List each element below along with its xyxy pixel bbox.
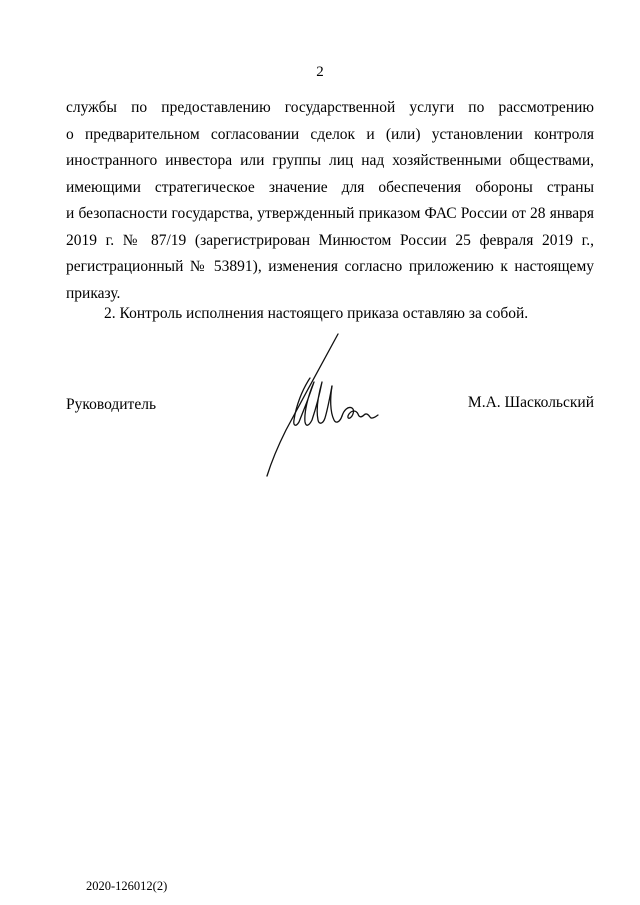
paragraph-1-line: 2019 г. № 87/19 (зарегистрирован Минюстом России 25 февраля 2019 г., bbox=[66, 231, 594, 249]
paragraph-1-line: имеющими стратегическое значение для обеспечения обороны страны bbox=[66, 178, 594, 196]
page-number: 2 bbox=[316, 64, 324, 80]
signatory-role: Руководитель bbox=[66, 396, 157, 413]
paragraph-1-line: и безопасности государства, утвержденный приказом ФАС России от 28 января bbox=[66, 205, 594, 222]
paragraph-1-line: службы по предоставлению государственной услуги по рассмотрению bbox=[66, 99, 594, 116]
paragraph-1-line: регистрационный № 53891), изменения согласно приложению к настоящему bbox=[66, 258, 594, 275]
paragraph-2: 2. Контроль исполнения настоящего приказа оставляю за собой. bbox=[104, 305, 529, 322]
document-code: 2020-126012(2) bbox=[86, 879, 168, 893]
paragraph-1-line: о предварительном согласовании сделок и (или) установлении контроля bbox=[66, 125, 594, 143]
signatory-name: М.А. Шаскольский bbox=[467, 394, 594, 411]
paragraph-1-line: иностранного инвестора или группы лиц над хозяйственными обществами, bbox=[66, 152, 594, 169]
paragraph-1-line: приказу. bbox=[66, 284, 121, 302]
handwritten-signature bbox=[258, 330, 388, 480]
paragraph-1 bbox=[66, 95, 594, 307]
